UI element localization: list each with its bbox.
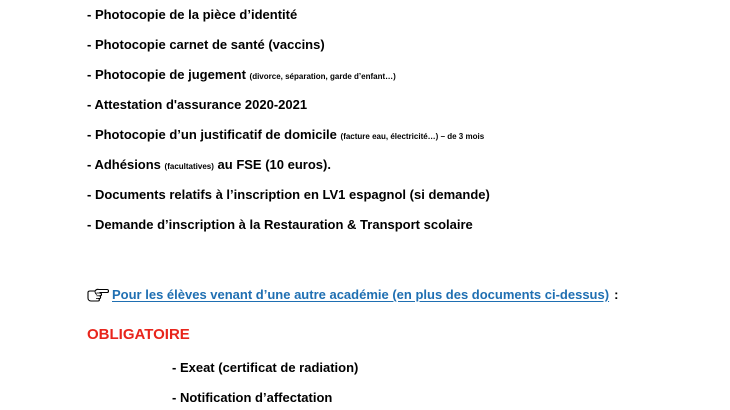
list-item-note: (facture eau, électricité…) – de 3 mois <box>340 132 485 141</box>
list-item-judgement: - Photocopie de jugement (divorce, séparation, garde d’enfant…) <box>87 67 396 82</box>
notice-text[interactable]: Pour les élèves venant d’une autre académie (en plus des documents ci-dessus) <box>112 287 610 302</box>
pointing-hand-icon <box>87 288 109 302</box>
list-item-insurance: - Attestation d'assurance 2020-2021 <box>87 97 308 112</box>
list-item-proof-of-address: - Photocopie d’un justificatif de domicile (facture eau, électricité…) – de 3 mois <box>87 127 485 142</box>
mandatory-item-assignment-notice: - Notification d’affectation <box>172 390 333 405</box>
mandatory-heading: OBLIGATOIRE <box>87 326 190 343</box>
list-item-canteen-transport: - Demande d’inscription à la Restauration & Transport scolaire <box>87 217 473 232</box>
list-item-note: (facultatives) <box>164 162 214 171</box>
list-item-fse-membership: - Adhésions (facultatives) au FSE (10 euros). <box>87 157 331 172</box>
list-item-lv1-spanish: - Documents relatifs à l’inscription en LV1 espagnol (si demande) <box>87 187 490 202</box>
notice-colon: : <box>614 287 619 302</box>
list-item-health-record: - Photocopie carnet de santé (vaccins) <box>87 37 325 52</box>
list-item-identity: - Photocopie de la pièce d’identité <box>87 7 298 22</box>
list-item-note: (divorce, séparation, garde d’enfant…) <box>249 72 396 81</box>
other-academy-notice <box>87 287 618 303</box>
mandatory-item-exeat: - Exeat (certificat de radiation) <box>172 360 359 375</box>
